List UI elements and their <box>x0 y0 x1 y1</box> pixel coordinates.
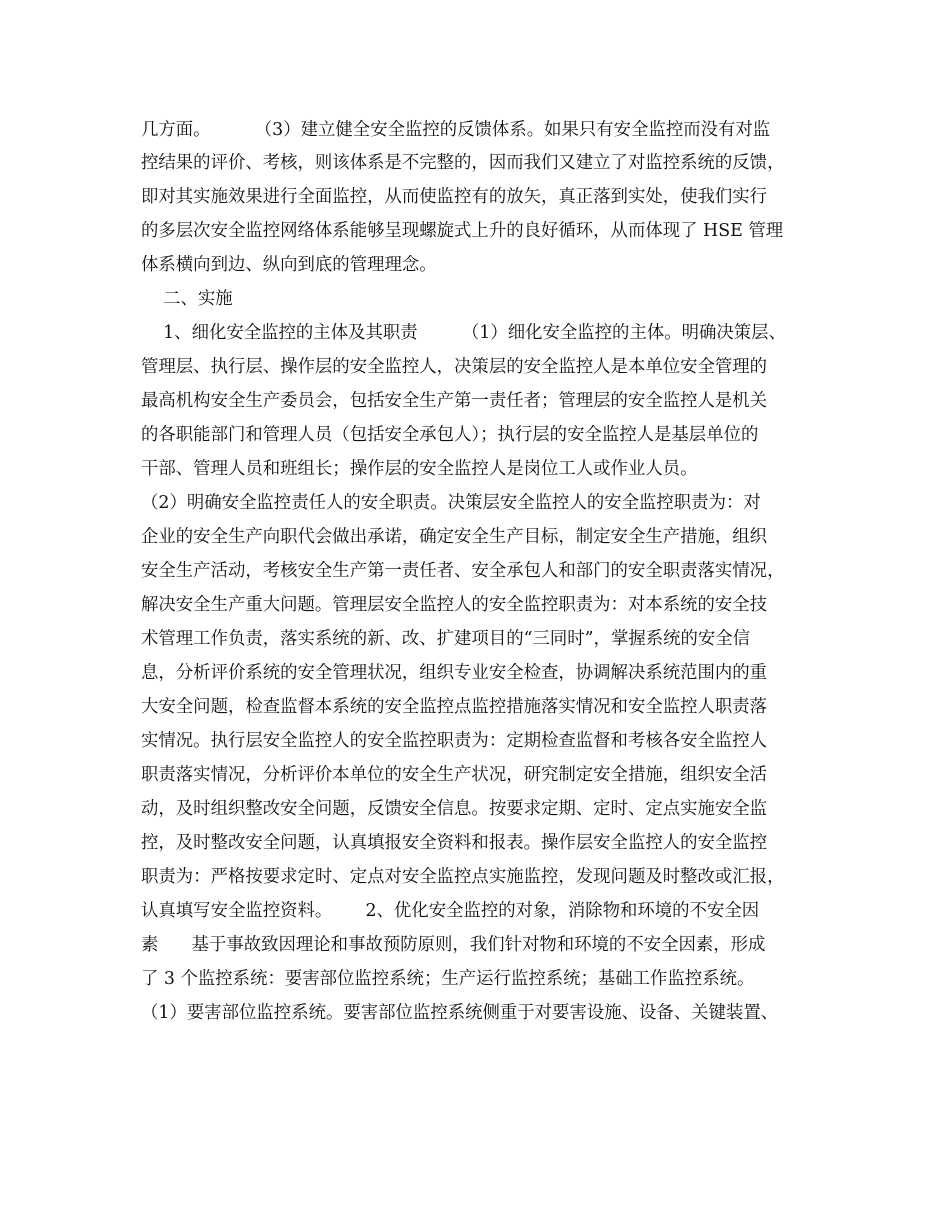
text-line: 体系横向到边、纵向到底的管理理念。 <box>141 255 437 275</box>
text-line: 的各职能部门和管理人员（包括安全承包人）；执行层的安全监控人是基层单位的 <box>141 425 759 445</box>
text-line: 职责为：严格按要求定时、定点对安全监控点实施监控，发现问题及时整改或汇报， <box>141 867 785 887</box>
text-line: 大安全问题，检查监督本系统的安全监控点监控措施落实情况和安全监控人职责落 <box>141 697 768 717</box>
text-line: 1、细化安全监控的主体及其职责 （1）细化安全监控的主体。明确决策层、 <box>141 323 786 343</box>
text-line: 企业的安全生产向职代会做出承诺，确定安全生产目标，制定安全生产措施，组织 <box>141 527 768 547</box>
text-line: （2）明确安全监控责任人的安全职责。决策层安全监控人的安全监控职责为：对 <box>141 493 761 513</box>
text-line: （1）要害部位监控系统。要害部位监控系统侧重于对要害设施、设备、关键装置、 <box>141 1003 779 1023</box>
text-line: 实情况。执行层安全监控人的安全监控职责为：定期检查监督和考核各安全监控人 <box>141 731 768 751</box>
text-line: 控结果的评价、考核，则该体系是不完整的，因而我们又建立了对监控系统的反馈， <box>141 153 785 173</box>
text-line: 管理层、执行层、操作层的安全监控人，决策层的安全监控人是本单位安全管理的 <box>141 357 768 377</box>
text-line: 认真填写安全监控资料。 2、优化安全监控的对象，消除物和环境的不安全因 <box>141 901 760 921</box>
text-line: 了 3 个监控系统：要害部位监控系统；生产运行监控系统；基础工作监控系统。 <box>141 969 755 989</box>
text-line: 解决安全生产重大问题。管理层安全监控人的安全监控职责为：对本系统的安全技 <box>141 595 768 615</box>
text-line: 最高机构安全生产委员会，包括安全生产第一责任者；管理层的安全监控人是机关 <box>141 391 768 411</box>
text-line: 的多层次安全监控网络体系能够呈现螺旋式上升的良好循环，从而体现了 HSE 管理 <box>141 221 784 241</box>
section-heading: 二、实施 <box>141 289 233 309</box>
text-line: 干部、管理人员和班组长；操作层的安全监控人是岗位工人或作业人员。 <box>141 459 698 479</box>
text-line: 几方面。 （3）建立健全安全监控的反馈体系。如果只有安全监控而没有对监 <box>141 120 771 140</box>
text-line: 动，及时组织整改安全问题，反馈安全信息。按要求定期、定时、定点实施安全监 <box>141 799 768 819</box>
text-line: 安全生产活动，考核安全生产第一责任者、安全承包人和部门的安全职责落实情况， <box>141 561 785 581</box>
text-line: 职责落实情况，分析评价本单位的安全生产状况，研究制定安全措施，组织安全活 <box>141 765 768 785</box>
text-line: 即对其实施效果进行全面监控，从而使监控有的放矢，真正落到实处，使我们实行 <box>141 187 768 207</box>
text-line: 控，及时整改安全问题，认真填报安全资料和报表。操作层安全监控人的安全监控 <box>141 833 768 853</box>
text-line: 素 基于事故致因理论和事故预防原则，我们针对物和环境的不安全因素，形成 <box>141 935 766 955</box>
text-line: 息，分析评价系统的安全管理状况，组织专业安全检查，协调解决系统范围内的重 <box>141 663 768 683</box>
text-line: 术管理工作负责，落实系统的新、改、扩建项目的“三同时”，掌握系统的安全信 <box>141 629 751 649</box>
